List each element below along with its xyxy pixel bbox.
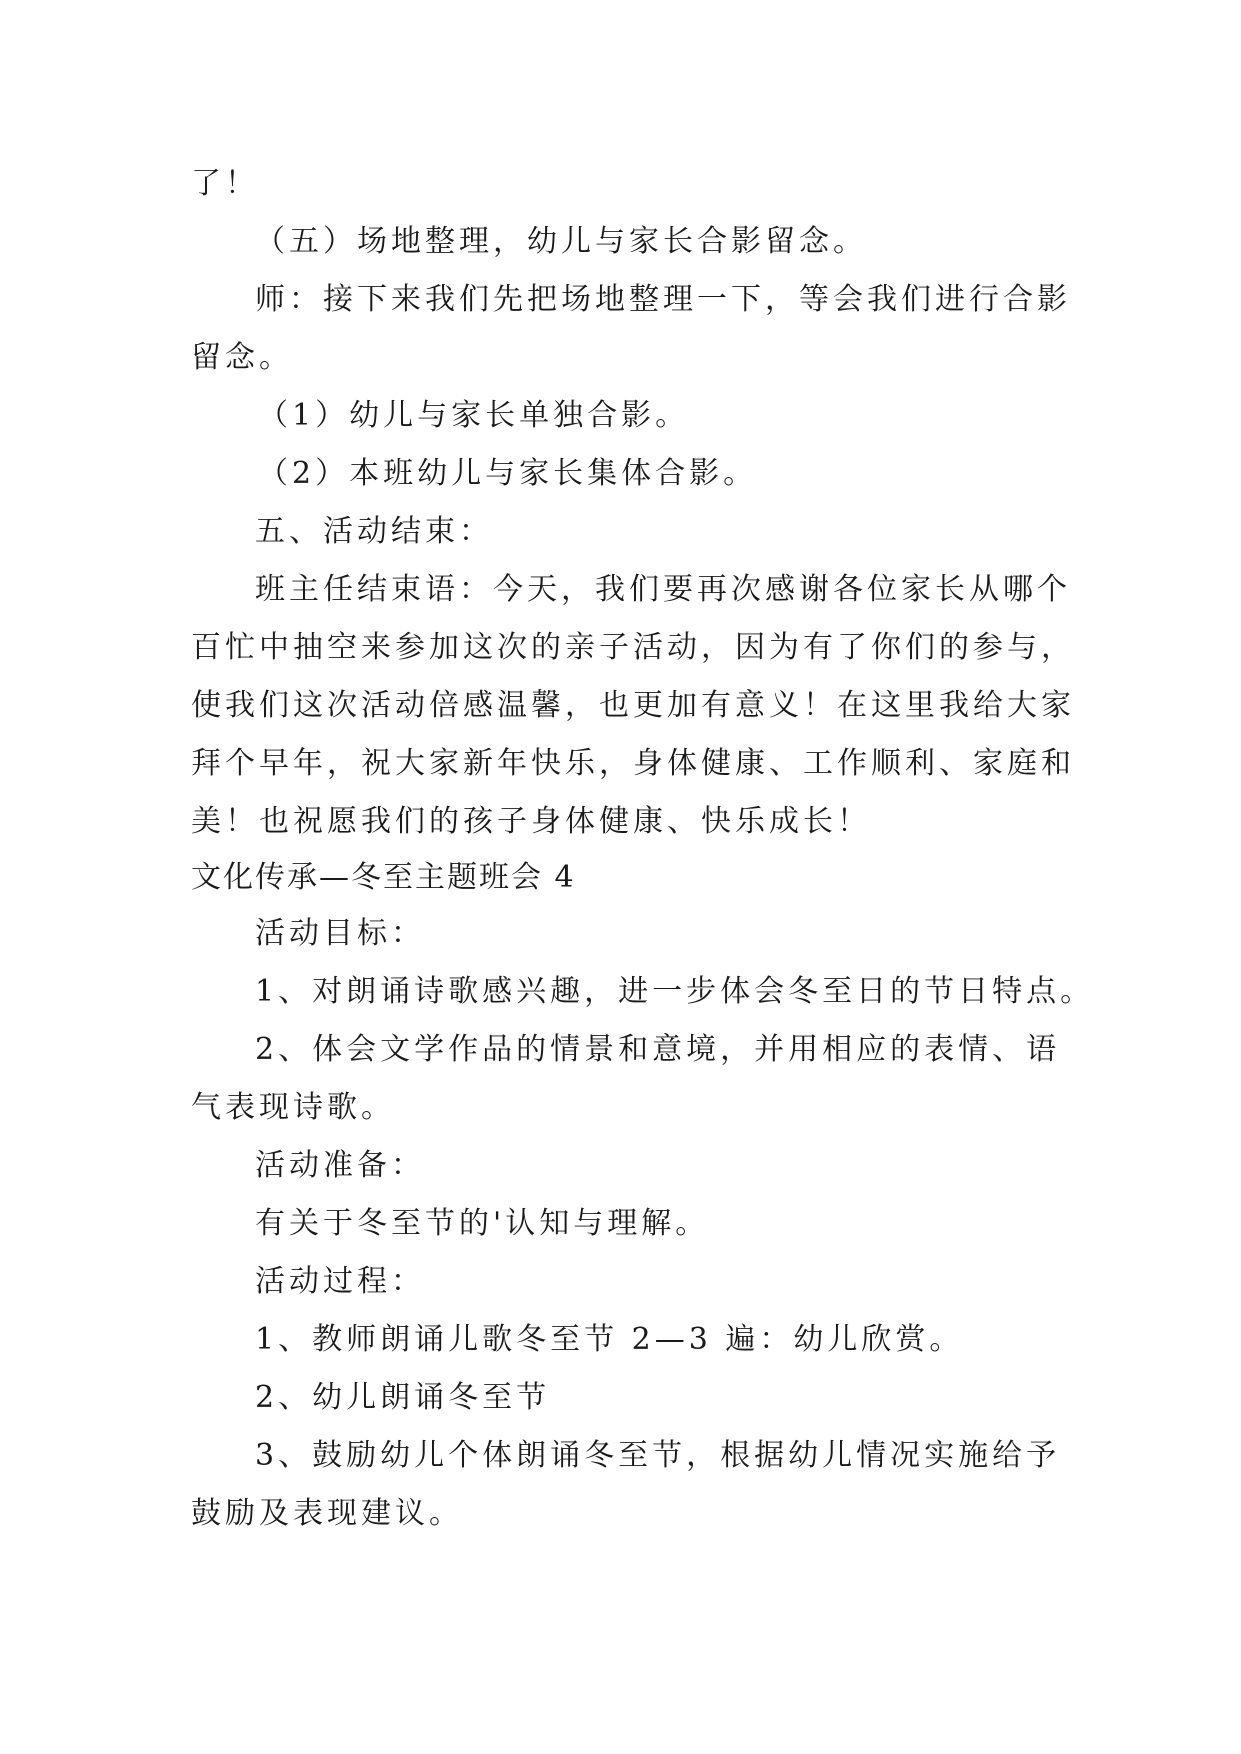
paragraph-line: 了！ — [191, 166, 259, 201]
list-item: 1、教师朗诵儿歌冬至节 2—3 遍：幼儿欣赏。 — [255, 1322, 964, 1357]
list-item: （1）幼儿与家长单独合影。 — [258, 398, 690, 433]
section-heading: （五）场地整理，幼儿与家长合影留念。 — [255, 224, 867, 259]
paragraph-line: 师：接下来我们先把场地整理一下，等会我们进行合影 — [255, 282, 1071, 317]
paragraph-line: 班主任结束语：今天，我们要再次感谢各位家长从哪个 — [255, 572, 1071, 607]
paragraph-line: 有关于冬至节的'认知与理解。 — [255, 1206, 710, 1241]
section-heading: 活动目标： — [255, 916, 425, 951]
paragraph-line: 留念。 — [191, 340, 293, 375]
list-item: 3、鼓励幼儿个体朗诵冬至节，根据幼儿情况实施给予 — [255, 1438, 1061, 1473]
paragraph-line: 使我们这次活动倍感温馨，也更加有意义！在这里我给大家 — [191, 688, 1075, 723]
section-heading: 活动过程： — [255, 1264, 425, 1299]
paragraph-line: 拜个早年，祝大家新年快乐，身体健康、工作顺利、家庭和 — [191, 746, 1075, 781]
section-heading: 活动准备： — [255, 1148, 425, 1183]
paragraph-line: 气表现诗歌。 — [191, 1090, 395, 1125]
document-title: 文化传承—冬至主题班会 4 — [191, 860, 576, 895]
section-heading: 五、活动结束： — [255, 514, 493, 549]
paragraph-line: 百忙中抽空来参加这次的亲子活动，因为有了你们的参与， — [191, 630, 1075, 665]
paragraph-line: 鼓励及表现建议。 — [191, 1496, 463, 1531]
list-item: 2、幼儿朗诵冬至节 — [255, 1380, 551, 1415]
paragraph-line: 美！也祝愿我们的孩子身体健康、快乐成长！ — [191, 804, 871, 839]
list-item: 2、体会文学作品的情景和意境，并用相应的表情、语 — [255, 1032, 1061, 1067]
list-item: （2）本班幼儿与家长集体合影。 — [258, 456, 758, 491]
list-item: 1、对朗诵诗歌感兴趣，进一步体会冬至日的节日特点。 — [255, 974, 1095, 1009]
